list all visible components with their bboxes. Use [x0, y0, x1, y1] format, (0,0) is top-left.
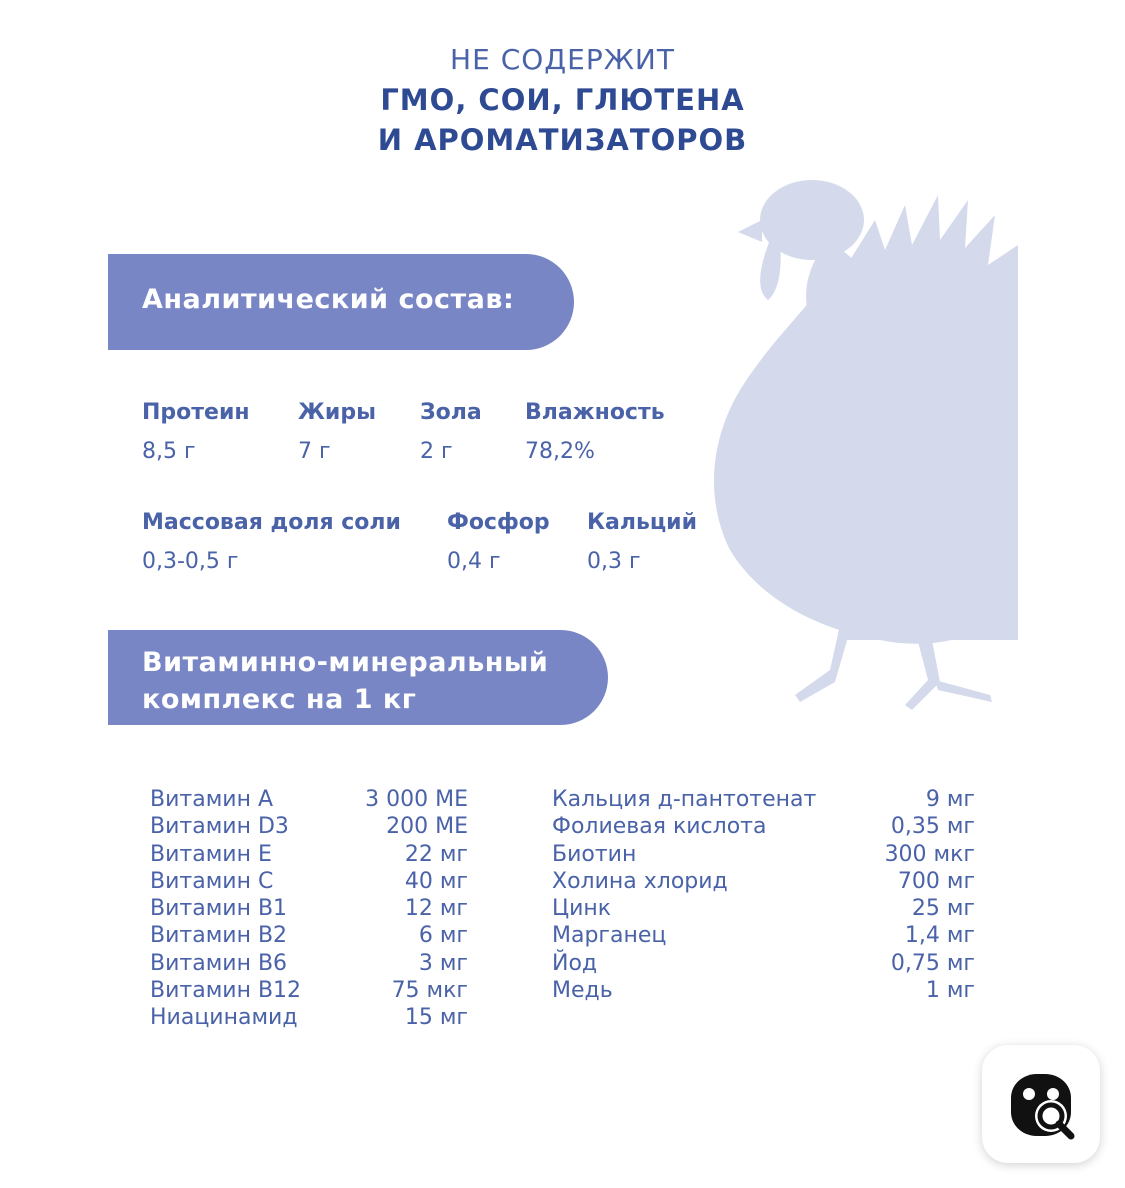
nutrient-name: Витамин В1 — [150, 896, 288, 922]
analytic-value: 7 г — [298, 439, 331, 464]
list-item — [552, 868, 975, 895]
list-item — [150, 868, 468, 895]
analytic-item-salt — [142, 510, 401, 574]
nutrient-name: Фолиевая кислота — [552, 814, 767, 840]
list-item — [150, 950, 468, 977]
nutrient-amount: 300 мкг — [884, 841, 975, 867]
analytic-label: Протеин — [142, 400, 250, 425]
analytic-label: Влажность — [525, 400, 665, 425]
nutrient-name: Витамин В2 — [150, 923, 288, 949]
analytic-value: 78,2% — [525, 439, 595, 464]
analytic-value: 2 г — [420, 439, 453, 464]
analytic-label: Массовая доля соли — [142, 510, 401, 535]
nutrient-amount: 9 мг — [925, 787, 975, 812]
list-item — [150, 1004, 468, 1031]
nutrient-amount: 1,4 мг — [904, 923, 975, 949]
list-item — [552, 841, 975, 868]
analytic-value: 0,4 г — [447, 549, 501, 574]
nutrient-name: Биотин — [552, 841, 637, 867]
nutrient-name: Марганец — [552, 923, 667, 949]
analytic-item-calcium — [587, 510, 697, 574]
list-item — [150, 813, 468, 840]
nutrient-name: Витамин С — [150, 868, 274, 894]
analytic-title-pill — [108, 254, 574, 350]
nutrient-name: Витамин А — [150, 787, 274, 812]
analytic-item-ash — [420, 400, 482, 464]
list-item — [552, 895, 975, 922]
analytic-item-protein — [142, 400, 250, 464]
analytic-label: Жиры — [298, 400, 376, 425]
nutrient-amount: 3 мг — [418, 950, 468, 976]
nutrient-amount: 6 мг — [418, 923, 468, 949]
nutrient-name: Витамин В6 — [150, 950, 288, 976]
vitamin-list-left — [150, 786, 468, 1032]
vitamin-title-line-2: комплекс на 1 кг — [142, 684, 417, 715]
nutrient-name: Медь — [552, 978, 613, 1004]
list-item — [150, 922, 468, 949]
analytic-value: 0,3 г — [587, 549, 641, 574]
analytic-title: Аналитический состав: — [142, 284, 515, 315]
list-item — [552, 950, 975, 977]
nutrient-name: Витамин В12 — [150, 978, 302, 1004]
vitamin-list-right — [552, 786, 975, 1004]
nutrient-amount: 200 МЕ — [386, 814, 468, 840]
visual-search-button[interactable] — [982, 1045, 1100, 1163]
analytic-label: Зола — [420, 400, 482, 425]
turkey-silhouette-icon — [700, 170, 1020, 730]
nutrient-name: Цинк — [552, 896, 612, 922]
analytic-value: 0,3-0,5 г — [142, 549, 239, 574]
nutrient-amount: 22 мг — [404, 841, 468, 867]
nutrient-amount: 1 мг — [925, 978, 975, 1004]
analytic-label: Кальций — [587, 510, 697, 535]
vitamin-title-pill — [108, 630, 608, 725]
nutrient-name: Холина хлорид — [552, 868, 728, 894]
list-item — [150, 895, 468, 922]
list-item — [552, 786, 975, 813]
nutrient-amount: 700 мг — [897, 868, 975, 894]
analytic-item-phosphorus — [447, 510, 550, 574]
visual-search-icon — [1001, 1064, 1081, 1144]
analytic-label: Фосфор — [447, 510, 550, 535]
list-item — [552, 977, 975, 1004]
nutrient-amount: 75 мкг — [391, 978, 468, 1004]
list-item — [150, 841, 468, 868]
header-line-2: ГМО, СОИ, ГЛЮТЕНА — [380, 83, 745, 117]
nutrient-name: Витамин Е — [150, 841, 272, 867]
analytic-item-moisture — [525, 400, 665, 464]
nutrient-amount: 15 мг — [404, 1005, 468, 1031]
vitamin-title-line-1: Витаминно-минеральный — [142, 647, 549, 678]
nutrient-amount: 12 мг — [404, 896, 468, 922]
nutrient-name: Ниацинамид — [150, 1005, 298, 1031]
nutrient-amount: 0,35 мг — [890, 814, 975, 840]
header-line-1: НЕ СОДЕРЖИТ — [450, 43, 675, 76]
list-item — [150, 977, 468, 1004]
nutrient-name: Кальция д-пантотенат — [552, 787, 817, 812]
list-item — [150, 786, 468, 813]
analytic-item-fat — [298, 400, 376, 464]
nutrient-name: Йод — [552, 950, 598, 976]
list-item — [552, 813, 975, 840]
nutrient-amount: 40 мг — [404, 868, 468, 894]
nutrient-amount: 0,75 мг — [890, 950, 975, 976]
nutrient-amount: 25 мг — [911, 896, 975, 922]
header-block — [0, 40, 1125, 160]
analytic-value: 8,5 г — [142, 439, 196, 464]
nutrient-name: Витамин D3 — [150, 814, 289, 840]
header-line-3: И АРОМАТИЗАТОРОВ — [377, 123, 748, 157]
list-item — [552, 922, 975, 949]
nutrient-amount: 3 000 МЕ — [365, 787, 468, 812]
